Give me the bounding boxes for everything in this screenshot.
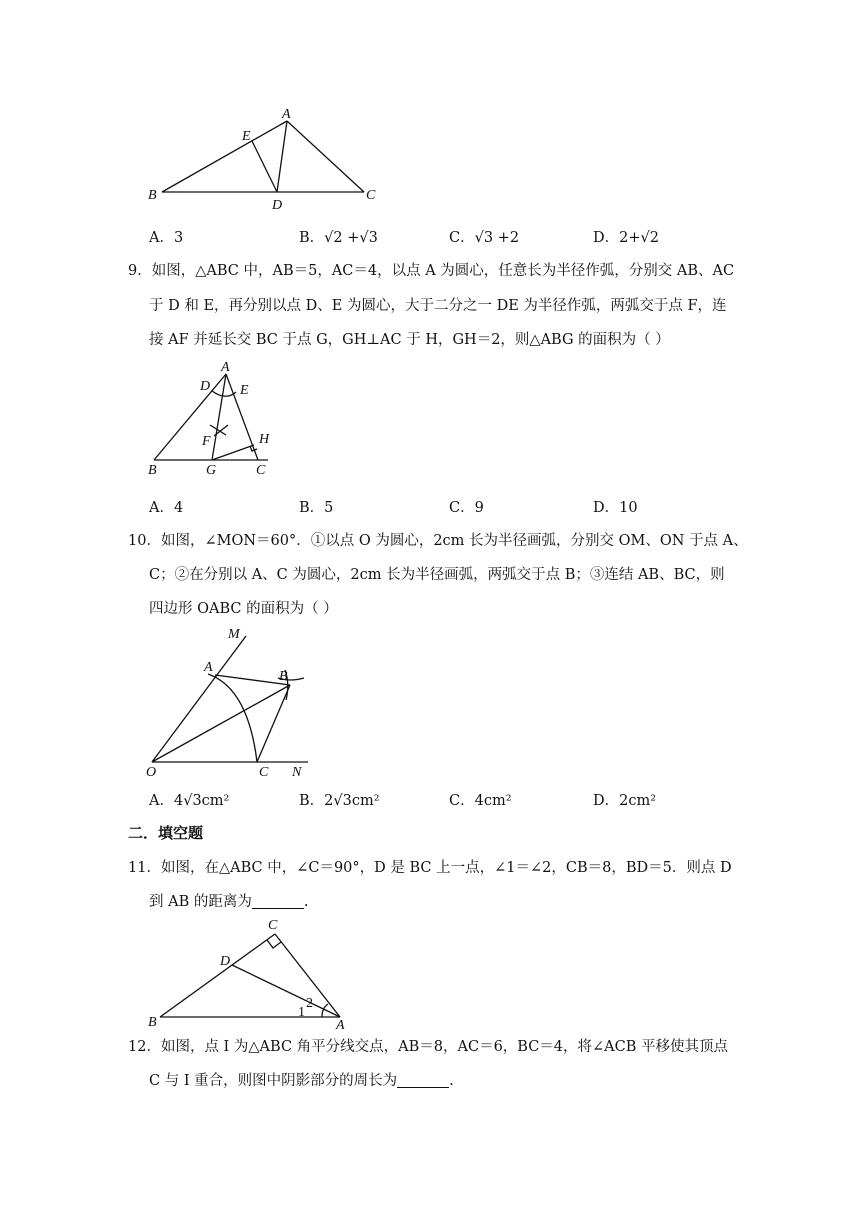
q9-line-1: 9．如图，△ABC 中，AB＝5，AC＝4，以点 A 为圆心，任意长为半径作弧，分别交 AB、AC <box>128 263 735 279</box>
q12-line-2-text: C 与 I 重合，则图中阴影部分的周长为 <box>149 1073 398 1089</box>
q9-option-b[interactable]: B．5 <box>299 500 334 516</box>
q12-line-2 <box>149 1069 454 1090</box>
q8-seg-ed <box>252 141 277 192</box>
q10-label-c: C <box>259 765 269 778</box>
q10-option-c[interactable]: C．4cm² <box>449 793 512 809</box>
q8-option-c[interactable]: C．√3 +2 <box>449 230 520 246</box>
q10-label-b: B <box>279 669 288 684</box>
q8-label-c: C <box>366 188 376 203</box>
q10-options <box>149 789 789 813</box>
q9-label-h: H <box>259 432 270 447</box>
q10-arc-ac <box>208 674 257 762</box>
q9-seg-gh <box>212 445 254 460</box>
q9-figure <box>140 357 285 479</box>
q12-answer-blank[interactable] <box>397 1073 449 1089</box>
q9-option-a[interactable]: A．4 <box>149 500 184 516</box>
q9-label-f: F <box>202 434 211 449</box>
q8-side-ac <box>287 121 364 192</box>
q9-option-d[interactable]: D．10 <box>593 500 638 516</box>
q10-option-b[interactable]: B．2√3cm² <box>299 793 380 809</box>
q9-option-c[interactable]: C．9 <box>449 500 484 516</box>
q12-line-2-end: . <box>449 1073 454 1089</box>
q11-line-2 <box>149 890 308 911</box>
q9-label-d: D <box>200 379 211 394</box>
q12-line-1: 12．如图，点 I 为△ABC 角平分线交点，AB＝8，AC＝6，BC＝4，将∠ACB 平移使其顶点 <box>128 1039 729 1055</box>
q10-line-1: 10．如图，∠MON＝60°．①以点 O 为圆心，2cm 长为半径画弧，分别交 OM、ON 于点 A、 <box>128 533 748 549</box>
q8-label-d: D <box>272 198 283 213</box>
q11-label-b: B <box>148 1015 157 1030</box>
q10-ray-om <box>152 636 246 762</box>
q9-options <box>149 496 789 520</box>
q9-label-g: G <box>206 463 217 478</box>
q10-seg-bc <box>257 685 290 762</box>
q9-label-a: A <box>221 360 230 375</box>
q8-seg-ad <box>277 121 287 192</box>
q10-label-m: M <box>228 627 240 642</box>
q11-line-2-end: . <box>303 894 309 910</box>
q9-line-2: 于 D 和 E，再分别以点 D、E 为圆心，大于二分之一 DE 为半径作弧，两弧交于点 F，连 <box>149 298 727 314</box>
q9-label-c: C <box>256 463 266 478</box>
q9-label-e: E <box>240 383 249 398</box>
q8-option-d[interactable]: D．2+√2 <box>593 230 659 246</box>
q10-label-o: O <box>146 765 157 778</box>
q9-label-b: B <box>148 463 157 478</box>
q11-label-1: 1 <box>298 1005 305 1020</box>
q10-option-d[interactable]: D．2cm² <box>593 793 657 809</box>
q10-line-3: 四边形 OABC 的面积为（ ） <box>149 601 338 617</box>
q10-option-a[interactable]: A．4√3cm² <box>149 793 230 809</box>
q11-label-a: A <box>336 1018 345 1032</box>
q10-label-a: A <box>204 660 213 675</box>
q8-option-b[interactable]: B．√2 +√3 <box>299 230 378 246</box>
q9-side-ab <box>154 374 226 460</box>
section-title: 二．填空题 <box>128 824 204 842</box>
q8-option-a[interactable]: A．3 <box>149 230 184 246</box>
q8-label-e: E <box>242 129 251 144</box>
q11-side-bc <box>160 934 275 1017</box>
q11-line-2-text: 到 AB 的距离为 <box>149 894 252 910</box>
q11-label-c: C <box>268 918 278 933</box>
q10-figure <box>140 622 320 778</box>
q11-answer-blank[interactable] <box>252 894 304 910</box>
q8-options <box>149 226 789 250</box>
q11-figure <box>140 912 350 1032</box>
q10-line-2: C；②在分别以 A、C 为圆心，2cm 长为半径画弧，两弧交于点 B；③连结 AB、BC，则 <box>149 567 725 583</box>
q11-right-angle <box>267 940 281 948</box>
q10-seg-ob <box>152 685 290 762</box>
q11-line-1: 11．如图，在△ABC 中，∠C＝90°，D 是 BC 上一点，∠1＝∠2，CB＝8，BD＝5．则点 D <box>128 860 732 876</box>
q8-label-a: A <box>282 107 291 122</box>
q8-side-ab <box>162 121 287 192</box>
q10-label-n: N <box>292 765 302 778</box>
q8-figure <box>140 102 390 214</box>
q8-label-b: B <box>148 188 157 203</box>
q11-label-d: D <box>220 954 231 969</box>
q9-line-3: 接 AF 并延长交 BC 于点 G，GH⊥AC 于 H，GH＝2，则△ABG 的面积为（ ） <box>149 332 670 348</box>
q11-label-2: 2 <box>306 996 313 1011</box>
q9-bisector-ag <box>212 374 226 460</box>
